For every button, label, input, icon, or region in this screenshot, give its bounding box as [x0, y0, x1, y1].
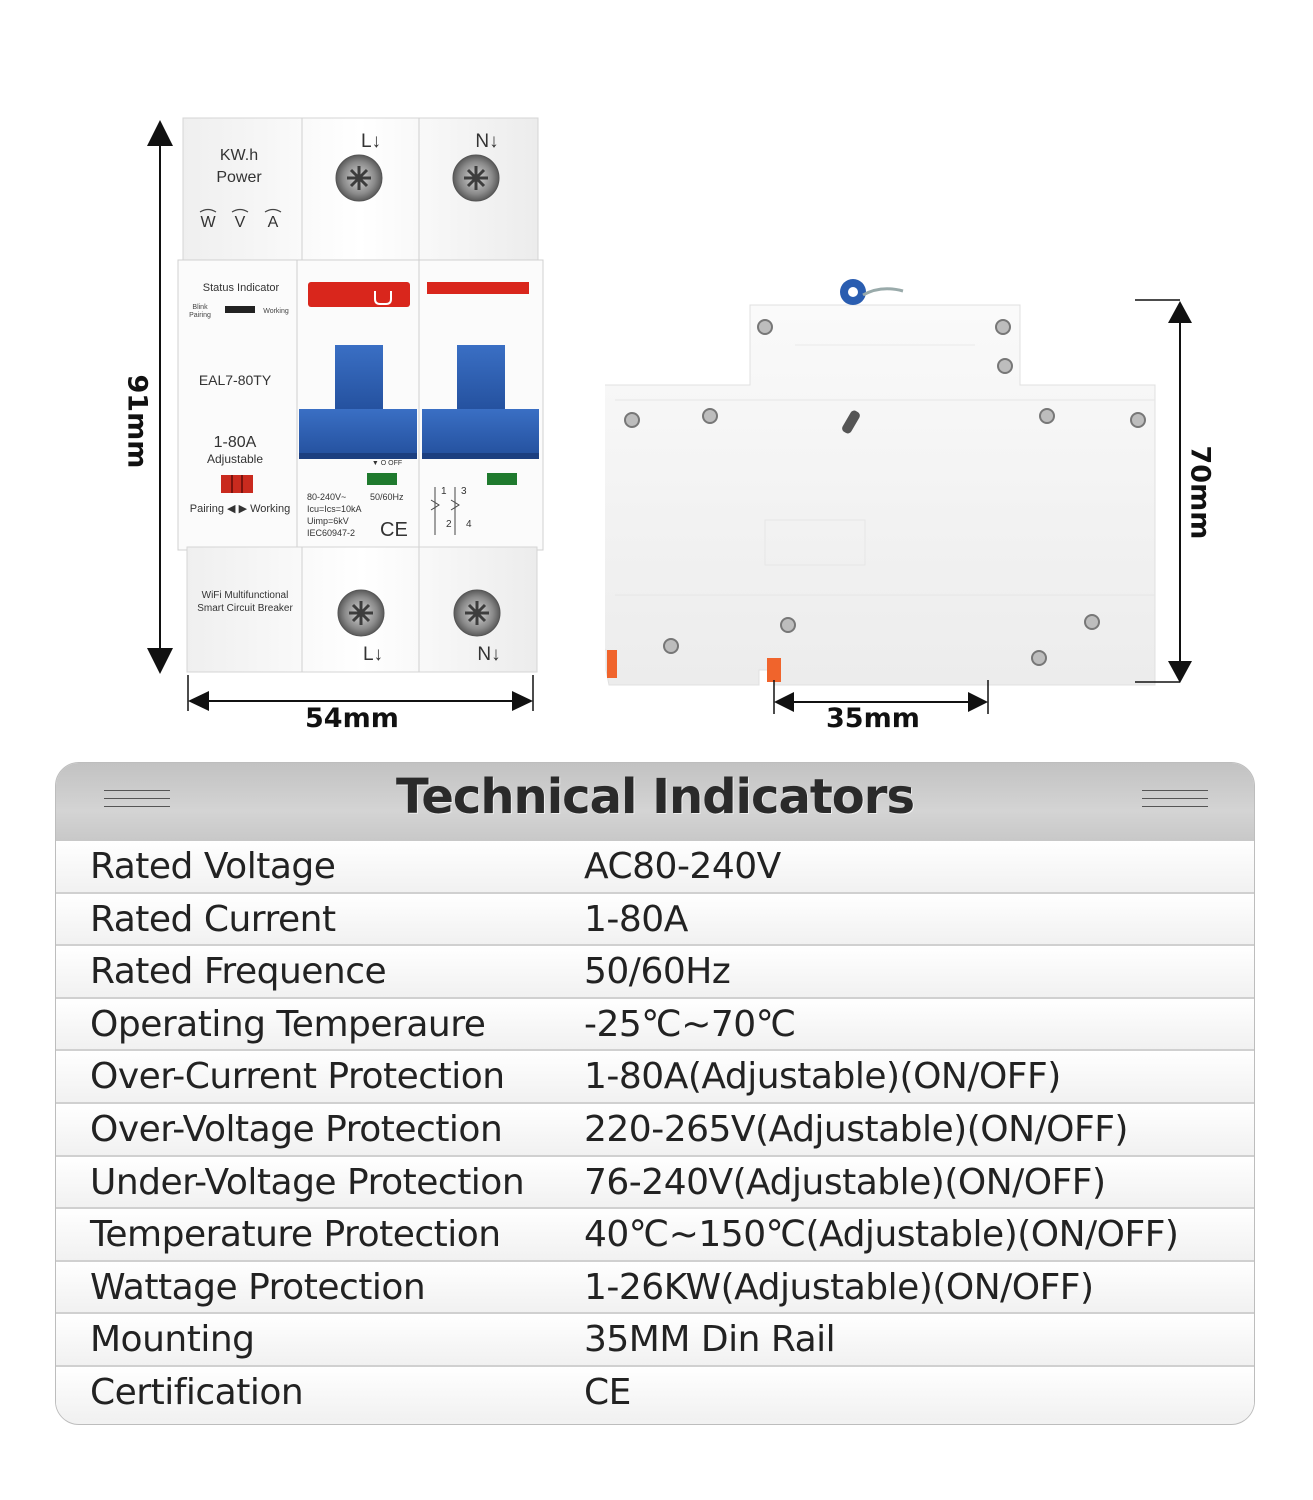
spec-value: 1-80A: [584, 898, 688, 940]
svg-text:Icu=Ics=10kA: Icu=Ics=10kA: [307, 504, 362, 514]
spec-name: Rated Voltage: [90, 846, 336, 887]
ce-mark: CE: [380, 519, 408, 541]
panel-header: [56, 763, 1254, 843]
spec-value: AC80-240V: [584, 846, 781, 887]
svg-text:Blink: Blink: [192, 304, 208, 311]
meter-label-2: Power: [216, 169, 262, 186]
table-row: [56, 841, 1254, 894]
table-row: [56, 946, 1254, 999]
status-indicator-title: Status Indicator: [202, 282, 280, 294]
spec-value: -25℃~70℃: [584, 1003, 796, 1045]
breaker-front-view: [175, 115, 545, 675]
height-side-label: 70mm: [1184, 445, 1216, 540]
pairing-label: Pairing ◀ ▶ Working: [189, 503, 291, 515]
table-row: [56, 1367, 1254, 1420]
screw-icon: [338, 590, 384, 636]
table-row: [56, 1209, 1254, 1262]
meter-label-1: KW.h: [219, 147, 259, 164]
meter-unit-w: W: [200, 214, 216, 231]
spec-value: 1-26KW(Adjustable)(ON/OFF): [584, 1266, 1094, 1308]
table-row: [56, 1157, 1254, 1210]
spec-table: [56, 841, 1254, 1420]
table-row: [56, 894, 1254, 947]
breaker-side-view: [605, 270, 1165, 700]
screw-icon: [454, 590, 500, 636]
svg-text:1: 1: [441, 486, 447, 497]
decorative-lines-right: [1142, 790, 1208, 814]
meter-unit-a: A: [267, 214, 279, 231]
spec-name: Wattage Protection: [90, 1266, 426, 1308]
spec-name: Mounting: [90, 1319, 255, 1361]
svg-text:▼ O OFF: ▼ O OFF: [371, 460, 403, 467]
svg-text:Pairing: Pairing: [189, 312, 211, 319]
spec-name: Temperature Protection: [90, 1214, 501, 1256]
meter-unit-v: V: [234, 214, 246, 231]
spec-value: 35MM Din Rail: [584, 1319, 836, 1361]
spec-value: 40℃~150℃(Adjustable)(ON/OFF): [584, 1214, 1179, 1256]
svg-text:IEC60947-2: IEC60947-2: [307, 528, 356, 538]
panel-title: Technical Indicators: [395, 769, 915, 825]
svg-text:Adjustable: Adjustable: [206, 452, 264, 466]
svg-text:3: 3: [461, 486, 467, 497]
model-number: EAL7-80TY: [198, 372, 272, 388]
top-terminal-n: N↓: [475, 131, 499, 152]
svg-text:80-240V~: 80-240V~: [307, 492, 347, 502]
spec-value: 76-240V(Adjustable)(ON/OFF): [584, 1161, 1106, 1203]
spec-value: 220-265V(Adjustable)(ON/OFF): [584, 1108, 1128, 1150]
product-caption-1: WiFi Multifunctional: [201, 590, 289, 601]
svg-text:Uimp=6kV: Uimp=6kV: [307, 516, 349, 526]
spec-name: Over-Voltage Protection: [90, 1108, 503, 1150]
spec-value: CE: [584, 1371, 631, 1413]
table-row: [56, 1262, 1254, 1315]
screw-icon: [336, 155, 382, 201]
svg-text:50/60Hz: 50/60Hz: [370, 492, 404, 502]
spec-name: Rated Current: [90, 898, 336, 940]
current-rating: 1-80A: [213, 434, 257, 451]
rail-side-label: 35mm: [826, 703, 920, 734]
table-row: [56, 1314, 1254, 1367]
spec-name: Under-Voltage Protection: [90, 1161, 525, 1203]
spec-value: 50/60Hz: [584, 951, 731, 993]
svg-text:2: 2: [446, 519, 452, 530]
bottom-terminal-l: L↓: [362, 644, 384, 665]
spec-name: Over-Current Protection: [90, 1056, 505, 1098]
screw-icon: [453, 155, 499, 201]
table-row: [56, 1051, 1254, 1104]
height-front-label: 91mm: [121, 374, 153, 469]
spec-name: Certification: [90, 1371, 304, 1413]
svg-text:Working: Working: [263, 308, 289, 315]
technical-indicators-panel: [55, 762, 1255, 1425]
bottom-terminal-n: N↓: [477, 644, 501, 665]
top-terminal-l: L↓: [360, 131, 382, 152]
spec-name: Operating Temperaure: [90, 1003, 486, 1045]
product-caption-2: Smart Circuit Breaker: [197, 603, 293, 614]
spec-name: Rated Frequence: [90, 951, 387, 993]
table-row: [56, 1104, 1254, 1157]
svg-text:4: 4: [466, 519, 472, 530]
width-front-label: 54mm: [305, 703, 399, 734]
table-row: [56, 999, 1254, 1052]
spec-value: 1-80A(Adjustable)(ON/OFF): [584, 1056, 1061, 1098]
